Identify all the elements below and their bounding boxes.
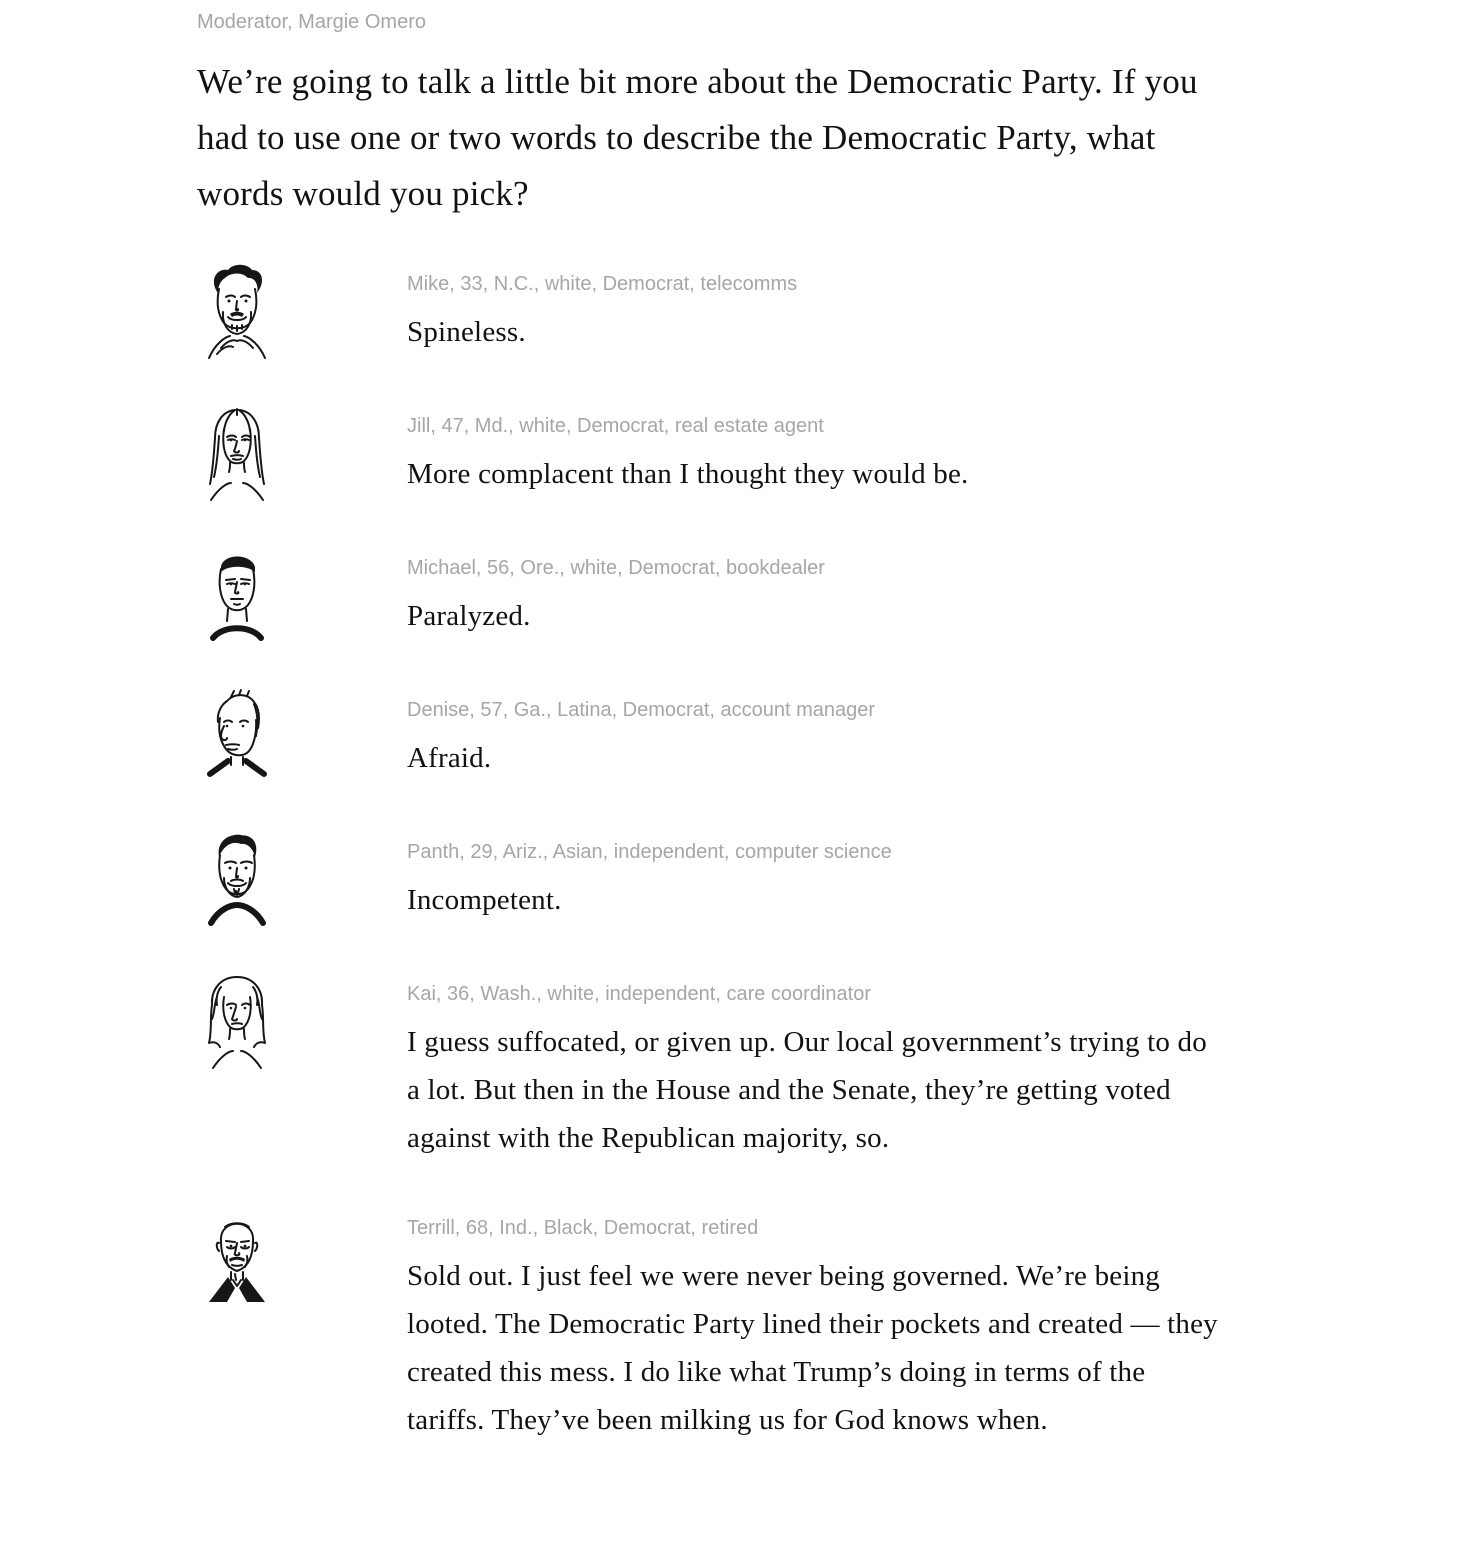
response-entry-jill [197, 404, 1482, 502]
response-entry-kai [197, 972, 1482, 1162]
speaker-quote: Sold out. I just feel we were never being governed. We’re being looted. The Democratic Party lined their pockets and created — they created this mess. I do like what Trump’s doing in terms of the tariffs. They’ve been milking us for God knows when. [407, 1260, 1218, 1436]
responses-list [197, 262, 1482, 1444]
response-entry-michael [197, 546, 1482, 644]
jill-portrait-sketch-icon [197, 404, 277, 502]
speaker-quote: Afraid. [407, 742, 492, 774]
moderator-question: We’re going to talk a little bit more about the Democratic Party. If you had to use one or two words to describe the Democratic Party, what words would you pick? [197, 62, 1198, 213]
terrill-portrait-sketch-icon [197, 1206, 277, 1304]
response-entry-denise [197, 688, 1482, 786]
speaker-meta: Panth, 29, Ariz., Asian, independent, computer science [407, 841, 892, 863]
speaker-quote: Incompetent. [407, 884, 562, 916]
kai-portrait-sketch-icon [197, 972, 277, 1070]
speaker-quote: More complacent than I thought they would be. [407, 458, 969, 490]
speaker-meta: Denise, 57, Ga., Latina, Democrat, account manager [407, 699, 876, 721]
speaker-meta: Mike, 33, N.C., white, Democrat, telecomms [407, 273, 798, 295]
speaker-quote: Paralyzed. [407, 600, 531, 632]
speaker-meta: Michael, 56, Ore., white, Democrat, bookdealer [407, 557, 825, 579]
speaker-quote: I guess suffocated, or given up. Our local government’s trying to do a lot. But then in the House and the Senate, they’re getting voted against with the Republican majority, so. [407, 1026, 1207, 1154]
speaker-meta: Terrill, 68, Ind., Black, Democrat, retired [407, 1217, 759, 1239]
panth-portrait-sketch-icon [197, 830, 277, 928]
response-entry-terrill [197, 1206, 1482, 1444]
moderator-label: Moderator, Margie Omero [197, 11, 426, 33]
response-entry-panth [197, 830, 1482, 928]
speaker-meta: Kai, 36, Wash., white, independent, care coordinator [407, 983, 871, 1005]
speaker-meta: Jill, 47, Md., white, Democrat, real estate agent [407, 415, 824, 437]
mike-portrait-sketch-icon [197, 262, 277, 360]
response-entry-mike [197, 262, 1482, 360]
denise-portrait-sketch-icon [197, 688, 277, 786]
michael-portrait-sketch-icon [197, 546, 277, 644]
speaker-quote: Spineless. [407, 316, 526, 348]
